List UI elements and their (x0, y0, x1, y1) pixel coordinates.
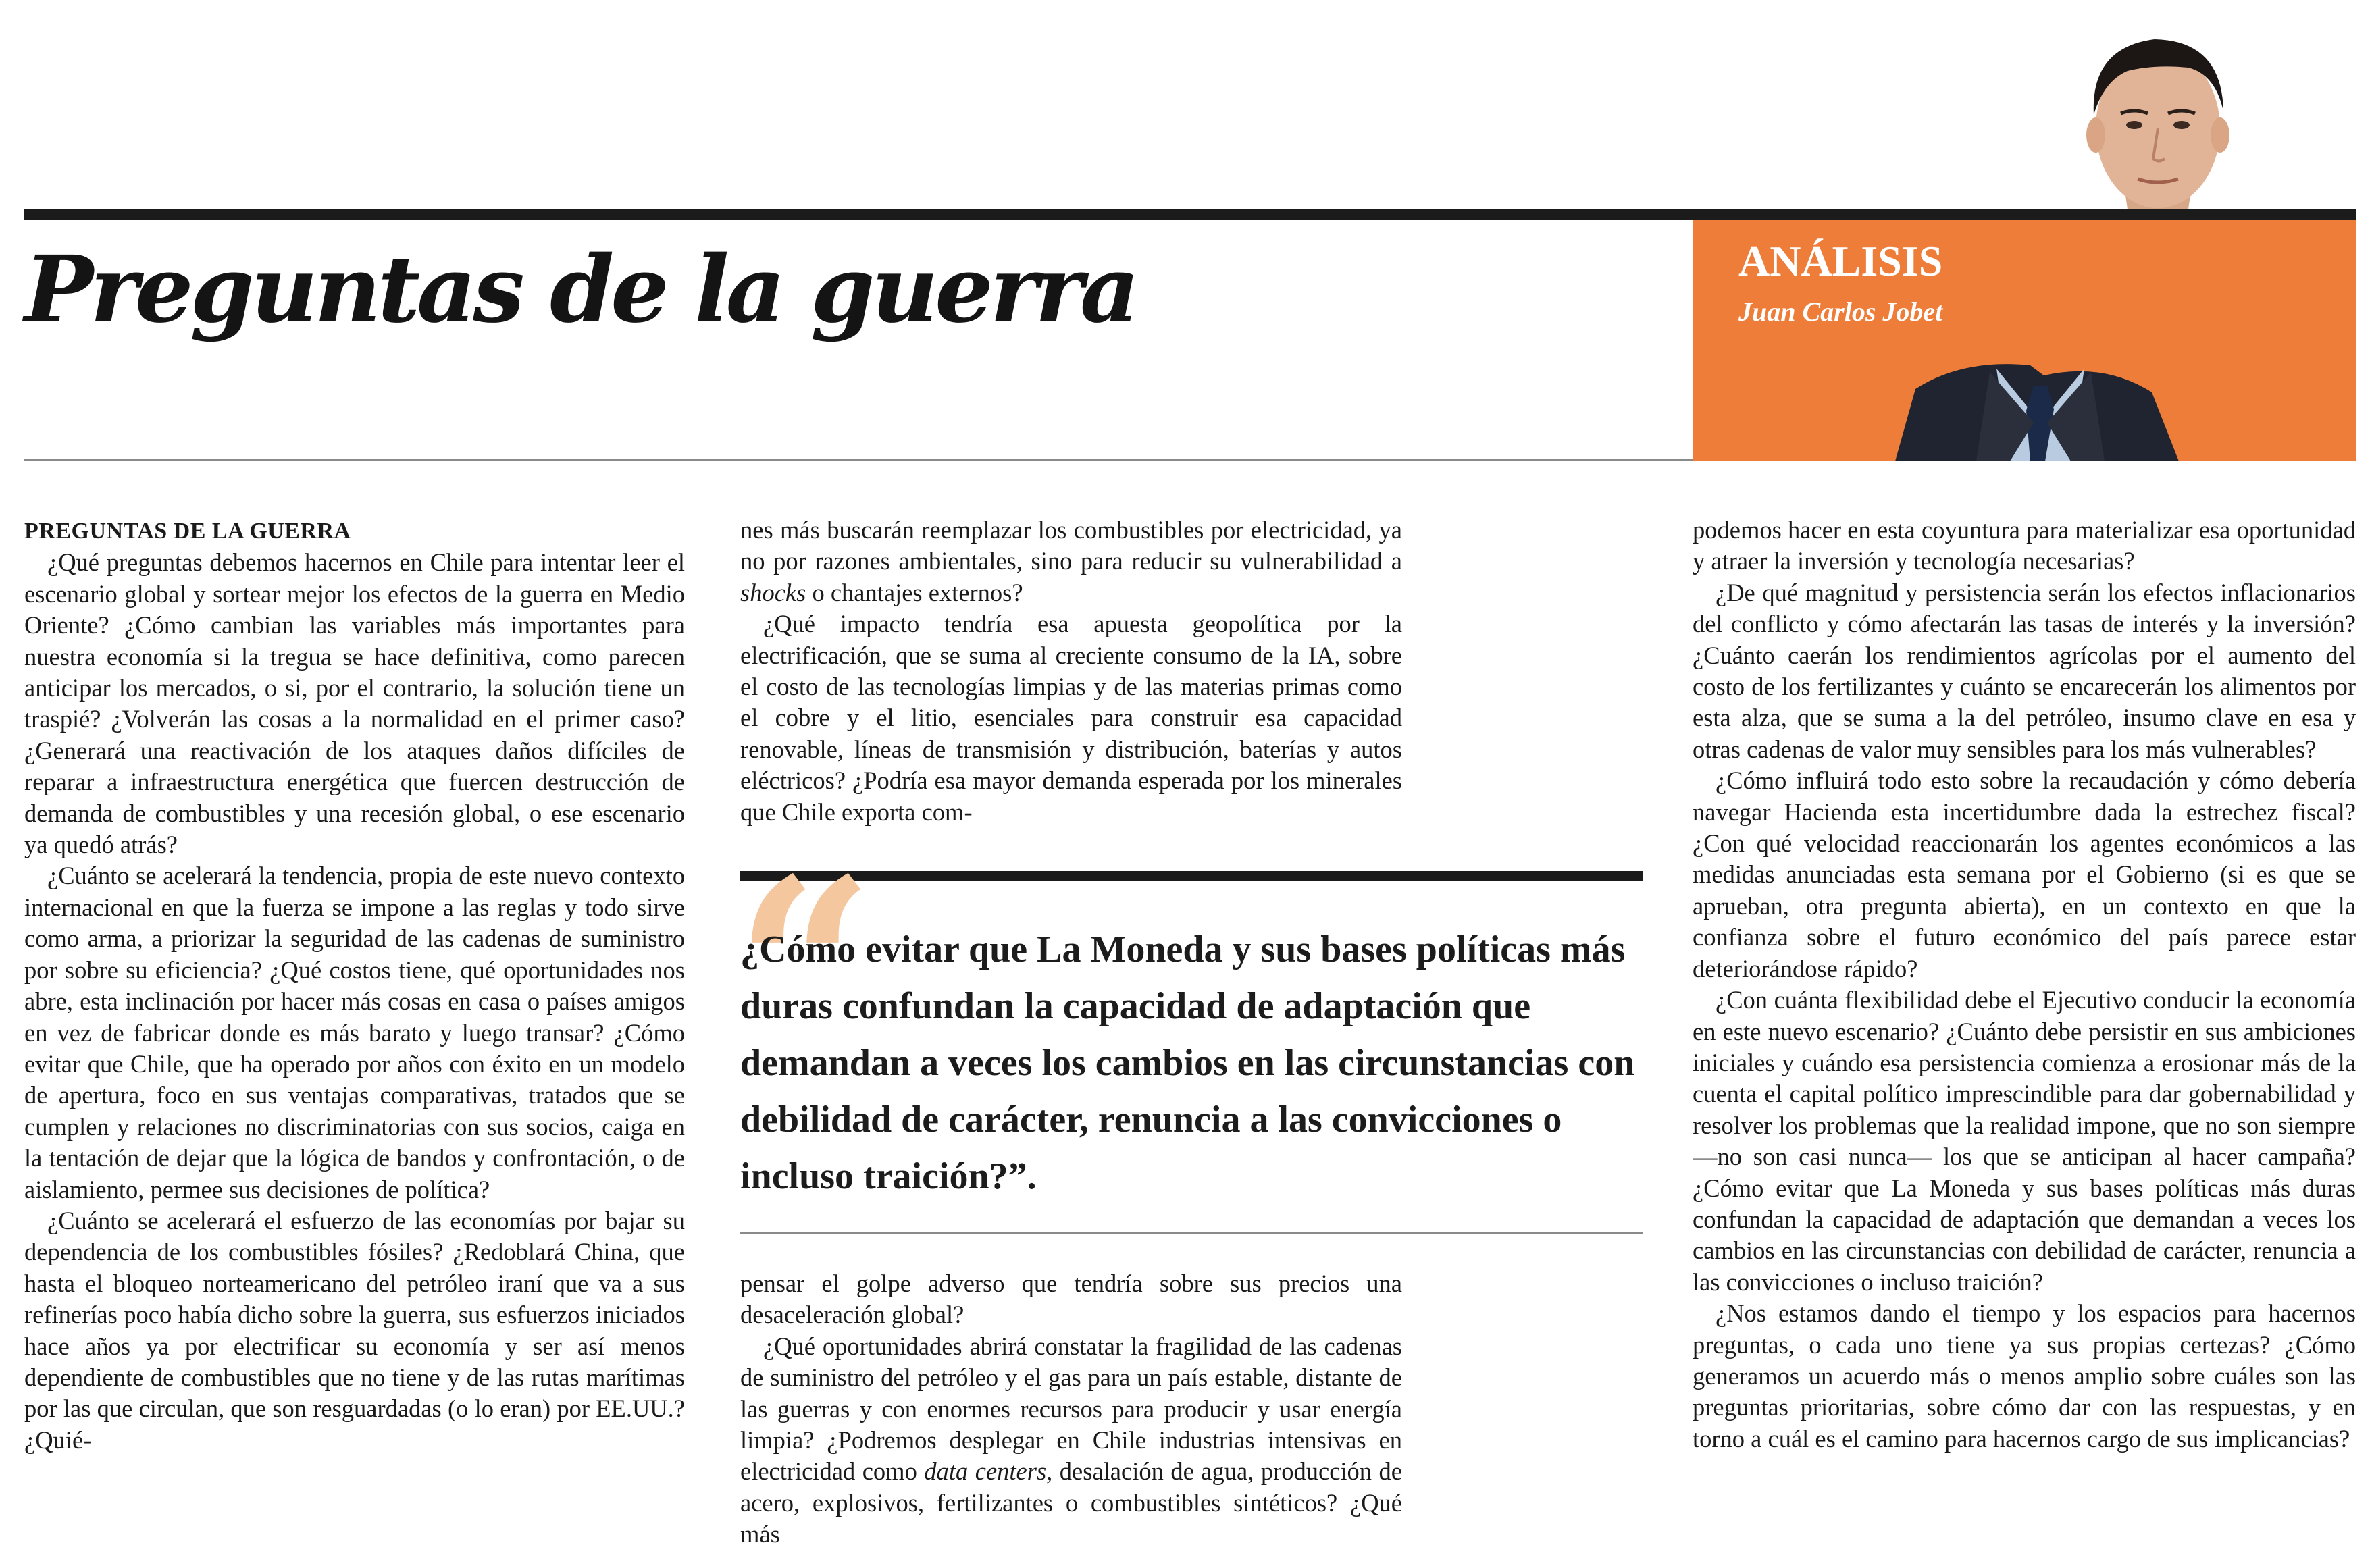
pull-quote (735, 825, 1643, 1236)
analysis-banner (1693, 220, 2356, 461)
paragraph (740, 1331, 1402, 1550)
text-run: ¿Qué oportunidades abrirá constatar la fragilidad de las cadenas de suministro del petróleo y el gas para un país estable, distante de las guerras y con enormes recursos para producir y usar energía limpia? ¿Podremos desplegar en Chile industrias intensivas en electricidad como (740, 1332, 1402, 1486)
author-portrait (1693, 220, 2356, 461)
text-run: , desalación de agua, producción de acero, explosivos, fertilizantes o combustibles sintéticos? ¿Qué más (740, 1457, 1402, 1548)
author-name: Juan Carlos Jobet (1738, 296, 1943, 327)
paragraph: ¿Cuánto se acelerará la tendencia, propia de este nuevo contexto internacional en que la fuerza se impone a las reglas y todo sirve como arma, a priorizar la seguridad de las cadenas de suministro por sobre su eficiencia? ¿Qué costos tiene, qué oportunidades nos abre, esta inclinación por hacer más cosas en casa o países amigos en vez de fabricar donde es más barato y luego transar? ¿Cómo evitar que Chile, que ha operado por años con éxito en un modelo de apertura, foco en sus ventajas comparativas, tratados que se cumplen y relaciones no discriminatorias con sus socios, caiga en la tentación de dejar que la lógica de bandos y confrontación, o de aislamiento, permee sus decisiones de política? (24, 862, 685, 1203)
pull-quote-text: ¿Cómo evitar que La Moneda y sus bases políticas más duras confundan la capacidad de adaptación que demandan a veces los cambios en las circunstancias con debilidad de carácter, renuncia a las convicciones o incluso traición?”. (740, 929, 1635, 1197)
article-column-2-bottom (740, 1268, 1402, 1568)
pull-quote-bottom-rule (740, 1232, 1643, 1234)
paragraph: ¿Nos estamos dando el tiempo y los espacios para hacernos preguntas, o cada uno tiene ya sus propias certezas? ¿Cómo generamos un acuerdo más o menos amplio sobre cuáles son las preguntas prioritarias, sobre cómo dar con las respuestas, y en torno a cuál es el camino para hacernos cargo de sus implicancias? (1693, 1299, 2356, 1453)
article-column-3 (1693, 515, 2356, 1568)
page-title: Preguntas de la guerra (24, 236, 1137, 344)
paragraph: pensar el golpe adverso que tendría sobre sus precios una desaceleración global? (740, 1270, 1402, 1329)
text-run: nes más buscarán reemplazar los combustibles por electricidad, ya no por razones ambientales, sino para reducir su vulnerabilidad a (740, 516, 1402, 575)
pull-quote-top-rule (740, 871, 1643, 881)
text-emphasis: data centers (924, 1457, 1047, 1486)
text-emphasis: shocks (740, 578, 806, 606)
article-kicker: PREGUNTAS DE LA GUERRA (24, 519, 351, 544)
paragraph: ¿Cómo influirá todo esto sobre la recaudación y cómo debería navegar Hacienda esta incertidumbre dada la estrechez fiscal? ¿Con qué velocidad reaccionarán los agentes económicos a las medidas anunciadas esta semana por el Gobierno (si es que se aprueban, otra pregunta abierta), en un contexto en que la confianza sobre el futuro económico del país parece estar deteriorándose rápido? (1693, 766, 2356, 983)
section-label: ANÁLISIS (1738, 237, 1943, 285)
paragraph: ¿Cuánto se acelerará el esfuerzo de las economías por bajar su dependencia de los combustibles fósiles? ¿Redoblará China, que hasta el bloqueo norteamericano del petróleo iraní que va a sus refinerías poco había dicho sobre la guerra, sus esfuerzos iniciados hace años ya por electrificar su economía y ser así menos dependiente de combustibles que no tiene y de las rutas marítimas por las que circulan, que son resguardadas (o lo eran) por EE.UU.? ¿Quié- (24, 1206, 685, 1454)
paragraph: ¿Con cuánta flexibilidad debe el Ejecutivo conducir la economía en este nuevo escenario? ¿Cuánto debe persistir en sus ambiciones iniciales y cuándo esa persistencia comienza a erosionar más de la cuenta el capital político imprescindible para dar gobernabilidad y resolver los problemas que la realidad impone, que no son siempre —no son casi nunca— los que se anticipan al hacer campaña? ¿Cómo evitar que La Moneda y sus bases políticas más duras confundan la capacidad de adaptación que demandan a veces los cambios en las circunstancias con debilidad de carácter, renuncia a las convicciones o incluso traición? (1693, 986, 2356, 1296)
text-run: o chantajes externos? (806, 578, 1023, 606)
article-column-2-top (740, 515, 1402, 839)
paragraph: ¿De qué magnitud y persistencia serán los efectos inflacionarios del conflicto y cómo afectarán las tasas de interés y la inversión? ¿Cuánto caerán los rendimientos agrícolas por el aumento del costo de los fertilizantes y cuánto se encarecerán los alimentos por esta alza, que se suma a la del petróleo, insumo clave en esa y otras cadenas de valor muy sensibles para los más vulnerables? (1693, 578, 2356, 763)
paragraph: ¿Qué preguntas debemos hacernos en Chile para intentar leer el escenario global y sortear mejor los efectos de la guerra en Medio Oriente? ¿Cómo cambian las variables más importantes para nuestra economía si la tregua se hace definitiva, como parecen anticipar los mercados, o si, por el contrario, la solución tiene un traspié? ¿Volverán las cosas a la normalidad en el primer caso? ¿Generará una reactivación de los ataques daños difíciles de reparar a infraestructura energética que fuercen destrucción de demanda de combustibles y una recesión global, o ese escenario ya quedó atrás? (24, 548, 685, 859)
quote-mark-icon: “ (735, 825, 875, 1111)
header-bottom-rule (24, 459, 1693, 461)
header-top-rule (24, 209, 2356, 220)
paragraph: ¿Qué impacto tendría esa apuesta geopolítica por la electrificación, que se suma al creciente consumo de la IA, sobre el costo de las tecnologías limpias y de las materias primas como el cobre y el litio, esenciales para construir esa capacidad renovable, líneas de transmisión y distribución, baterías y autos eléctricos? ¿Podría esa mayor demanda esperada por los minerales que Chile exporta com- (740, 610, 1402, 826)
article-column-1 (24, 515, 685, 1568)
paragraph: podemos hacer en esta coyuntura para materializar esa oportunidad y atraer la inversión y tecnología necesarias? (1693, 516, 2356, 575)
paragraph (740, 515, 1402, 608)
author-head (2026, 27, 2283, 220)
